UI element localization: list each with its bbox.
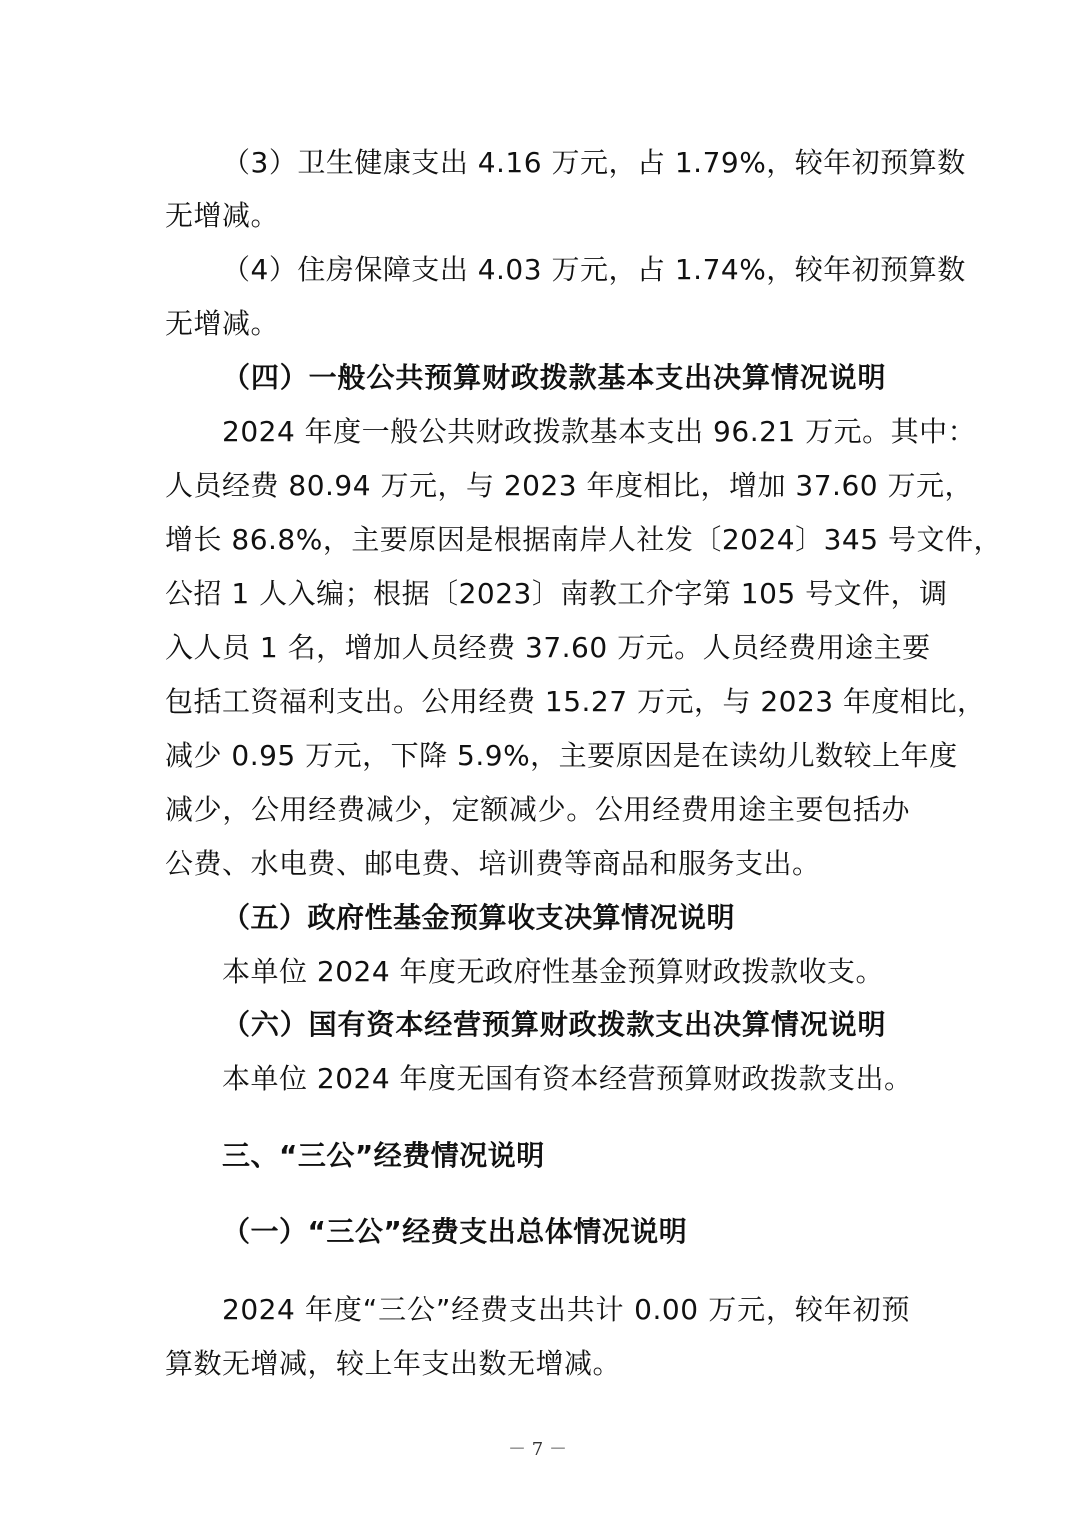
paragraph-line: 本单位 2024 年度无国有资本经营预算财政拨款支出。: [222, 1062, 913, 1095]
paragraph-line: 无增减。: [165, 307, 280, 340]
paragraph-line: 减少 0.95 万元，下降 5.9%，主要原因是在读幼儿数较上年度: [165, 739, 958, 772]
paragraph-line: （3）卫生健康支出 4.16 万元，占 1.79%，较年初预算数: [222, 146, 966, 179]
section-heading: （六）国有资本经营预算财政拨款支出决算情况说明: [222, 1008, 886, 1041]
paragraph-line: 入人员 1 名，增加人员经费 37.60 万元。人员经费用途主要: [165, 631, 931, 664]
paragraph-line: 人员经费 80.94 万元，与 2023 年度相比，增加 37.60 万元，: [165, 469, 973, 502]
paragraph-line: 本单位 2024 年度无政府性基金预算财政拨款收支。: [222, 955, 885, 988]
page-number: － 7 －: [508, 1439, 567, 1460]
paragraph-line: （4）住房保障支出 4.03 万元，占 1.74%，较年初预算数: [222, 253, 966, 286]
paragraph-line: 无增减。: [165, 199, 280, 232]
paragraph-line: 算数无增减，较上年支出数无增减。: [165, 1347, 622, 1380]
paragraph-line: 包括工资福利支出。公用经费 15.27 万元，与 2023 年度相比，: [165, 685, 986, 718]
paragraph-line: 增长 86.8%，主要原因是根据南岸人社发〔2024〕345 号文件，: [165, 523, 1002, 556]
paragraph-line: 公费、水电费、邮电费、培训费等商品和服务支出。: [165, 847, 821, 880]
section-heading: （五）政府性基金预算收支决算情况说明: [222, 901, 736, 934]
chapter-heading: 三、“三公”经费情况说明: [222, 1139, 545, 1172]
paragraph-line: 2024 年度一般公共财政拨款基本支出 96.21 万元。其中：: [222, 415, 977, 448]
paragraph-line: 2024 年度“三公”经费支出共计 0.00 万元，较年初预: [222, 1293, 910, 1326]
paragraph-line: 减少，公用经费减少，定额减少。公用经费用途主要包括办: [165, 793, 910, 826]
section-heading: （一）“三公”经费支出总体情况说明: [222, 1215, 688, 1248]
paragraph-line: 公招 1 人入编；根据〔2023〕南教工介字第 105 号文件，调: [165, 577, 948, 610]
section-heading: （四）一般公共预算财政拨款基本支出决算情况说明: [222, 361, 886, 394]
